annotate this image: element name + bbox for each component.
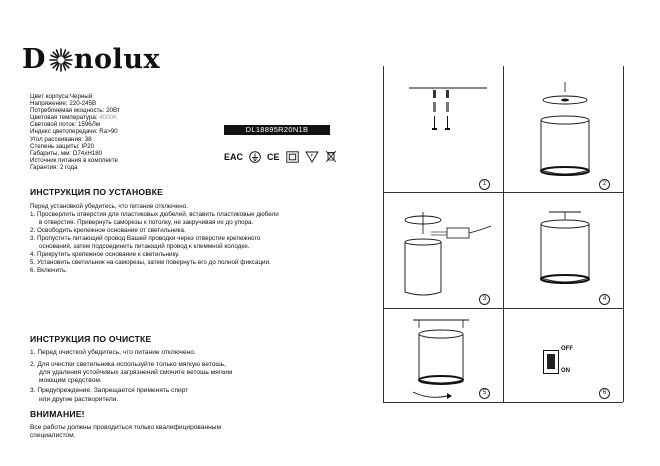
step-2-luminaire-illustration [515, 78, 615, 188]
spec-row: Источник питания в комплекте [30, 156, 118, 164]
instruction-line: в отверстия. Привернуть саморезы к потолку, не закручивая их до упора. [39, 219, 254, 226]
instruction-line: 3. Предупреждение. Запрещается применять спирт [30, 387, 189, 395]
step-6-switch-illustration [543, 346, 583, 386]
instruction-line: 2. Освободить крепежное основание от светильника. [30, 227, 186, 234]
brand-suffix: nolux [73, 44, 161, 75]
step-4-assembly-illustration [515, 204, 615, 304]
weee-bin-icon [325, 150, 337, 163]
flammable-surface-icon [305, 151, 319, 163]
instruction-line: для удаления устойчивых загрязнений смочите ветошь мягким [39, 368, 233, 376]
instruction-line: моющим средством. [39, 377, 102, 385]
step-number: 2 [599, 179, 610, 190]
instruction-line: или другие растворители. [39, 395, 119, 403]
model-number: DL18895R20N1B [224, 125, 330, 135]
step-number: 6 [599, 388, 610, 399]
spec-row: Габариты, мм: D74xH180 [30, 149, 103, 157]
ce-mark: CE [267, 151, 280, 162]
instruction-line: 5. Установить светильник на саморезы, затем повернуть его до полной фиксации. [30, 259, 271, 266]
spec-row: Потребляемая мощность: 20Вт [30, 107, 120, 115]
svg-text:F: F [310, 152, 313, 158]
instruction-line: 4. Прикрутить крепежное основание к светильнику. [30, 251, 180, 258]
instruction-line: основания, затем подсоединить питающий провод к клеммной колодке. [39, 243, 250, 250]
step-number: 1 [479, 179, 490, 190]
instruction-line: Перед установкой убедитесь, что питание отключено. [30, 203, 189, 210]
spec-row: Цветовая температура: 4000K [30, 114, 118, 122]
cleaning-instructions [30, 335, 335, 404]
step-number: 4 [599, 294, 610, 305]
eac-mark: EAC [224, 151, 244, 162]
step-1-drilling-illustration [395, 78, 495, 138]
warning-title: ВНИМАНИЕ! [30, 409, 85, 419]
instruction-line: 2. Для очистки светильника используйте только мягкую ветошь, [30, 360, 226, 368]
instruction-line: 3. Пропустить питающий провод Вашей проводки через отверстие крепежного [30, 235, 261, 242]
warning-line: Все работы должны проводиться только квалифицированным [30, 423, 222, 431]
spec-row: Цвет корпуса:Черный [30, 93, 93, 100]
sunburst-icon [49, 48, 73, 72]
instruction-line: 1. Перед очисткой убедитесь, что питание отключено. [30, 349, 196, 357]
step-number: 3 [479, 294, 490, 305]
brand-prefix: D [22, 44, 46, 75]
wall-switch-icon [543, 350, 559, 374]
installation-title: ИНСТРУКЦИЯ ПО УСТАНОВКЕ [30, 187, 164, 197]
step-number: 5 [479, 388, 490, 399]
installation-instructions [30, 188, 335, 275]
ground-icon [249, 151, 261, 163]
spec-row: Индекс цветопередачи: Ra>90 [30, 128, 118, 136]
switch-on-label: ON [561, 368, 570, 374]
cleaning-title: ИНСТРУКЦИЯ ПО ОЧИСТКЕ [30, 334, 152, 344]
class-ii-insulation-icon [286, 151, 299, 163]
switch-off-label: OFF [561, 346, 573, 352]
instruction-line: 6. Включить. [30, 267, 67, 274]
instruction-line: 1. Просверлить отверстия для пластиковых дюбелей, вставить пластиковые дюбели [30, 211, 279, 218]
warning-block [30, 410, 335, 441]
brand-logo [22, 44, 160, 75]
warning-line: специалистом. [30, 432, 76, 439]
spec-row: Угол рассеивания: 38 [30, 135, 92, 143]
installation-diagram-grid [383, 66, 623, 402]
spec-row: Световой поток: 1596Лм [30, 121, 101, 129]
step-3-wiring-illustration [391, 204, 501, 304]
spec-row: Степень защиты: IP20 [30, 142, 95, 150]
spec-row: Напряжение: 220-245В [30, 100, 97, 108]
spec-row: Гарантия: 2 года [30, 163, 78, 171]
specifications [30, 93, 250, 171]
certification-marks [224, 150, 337, 163]
